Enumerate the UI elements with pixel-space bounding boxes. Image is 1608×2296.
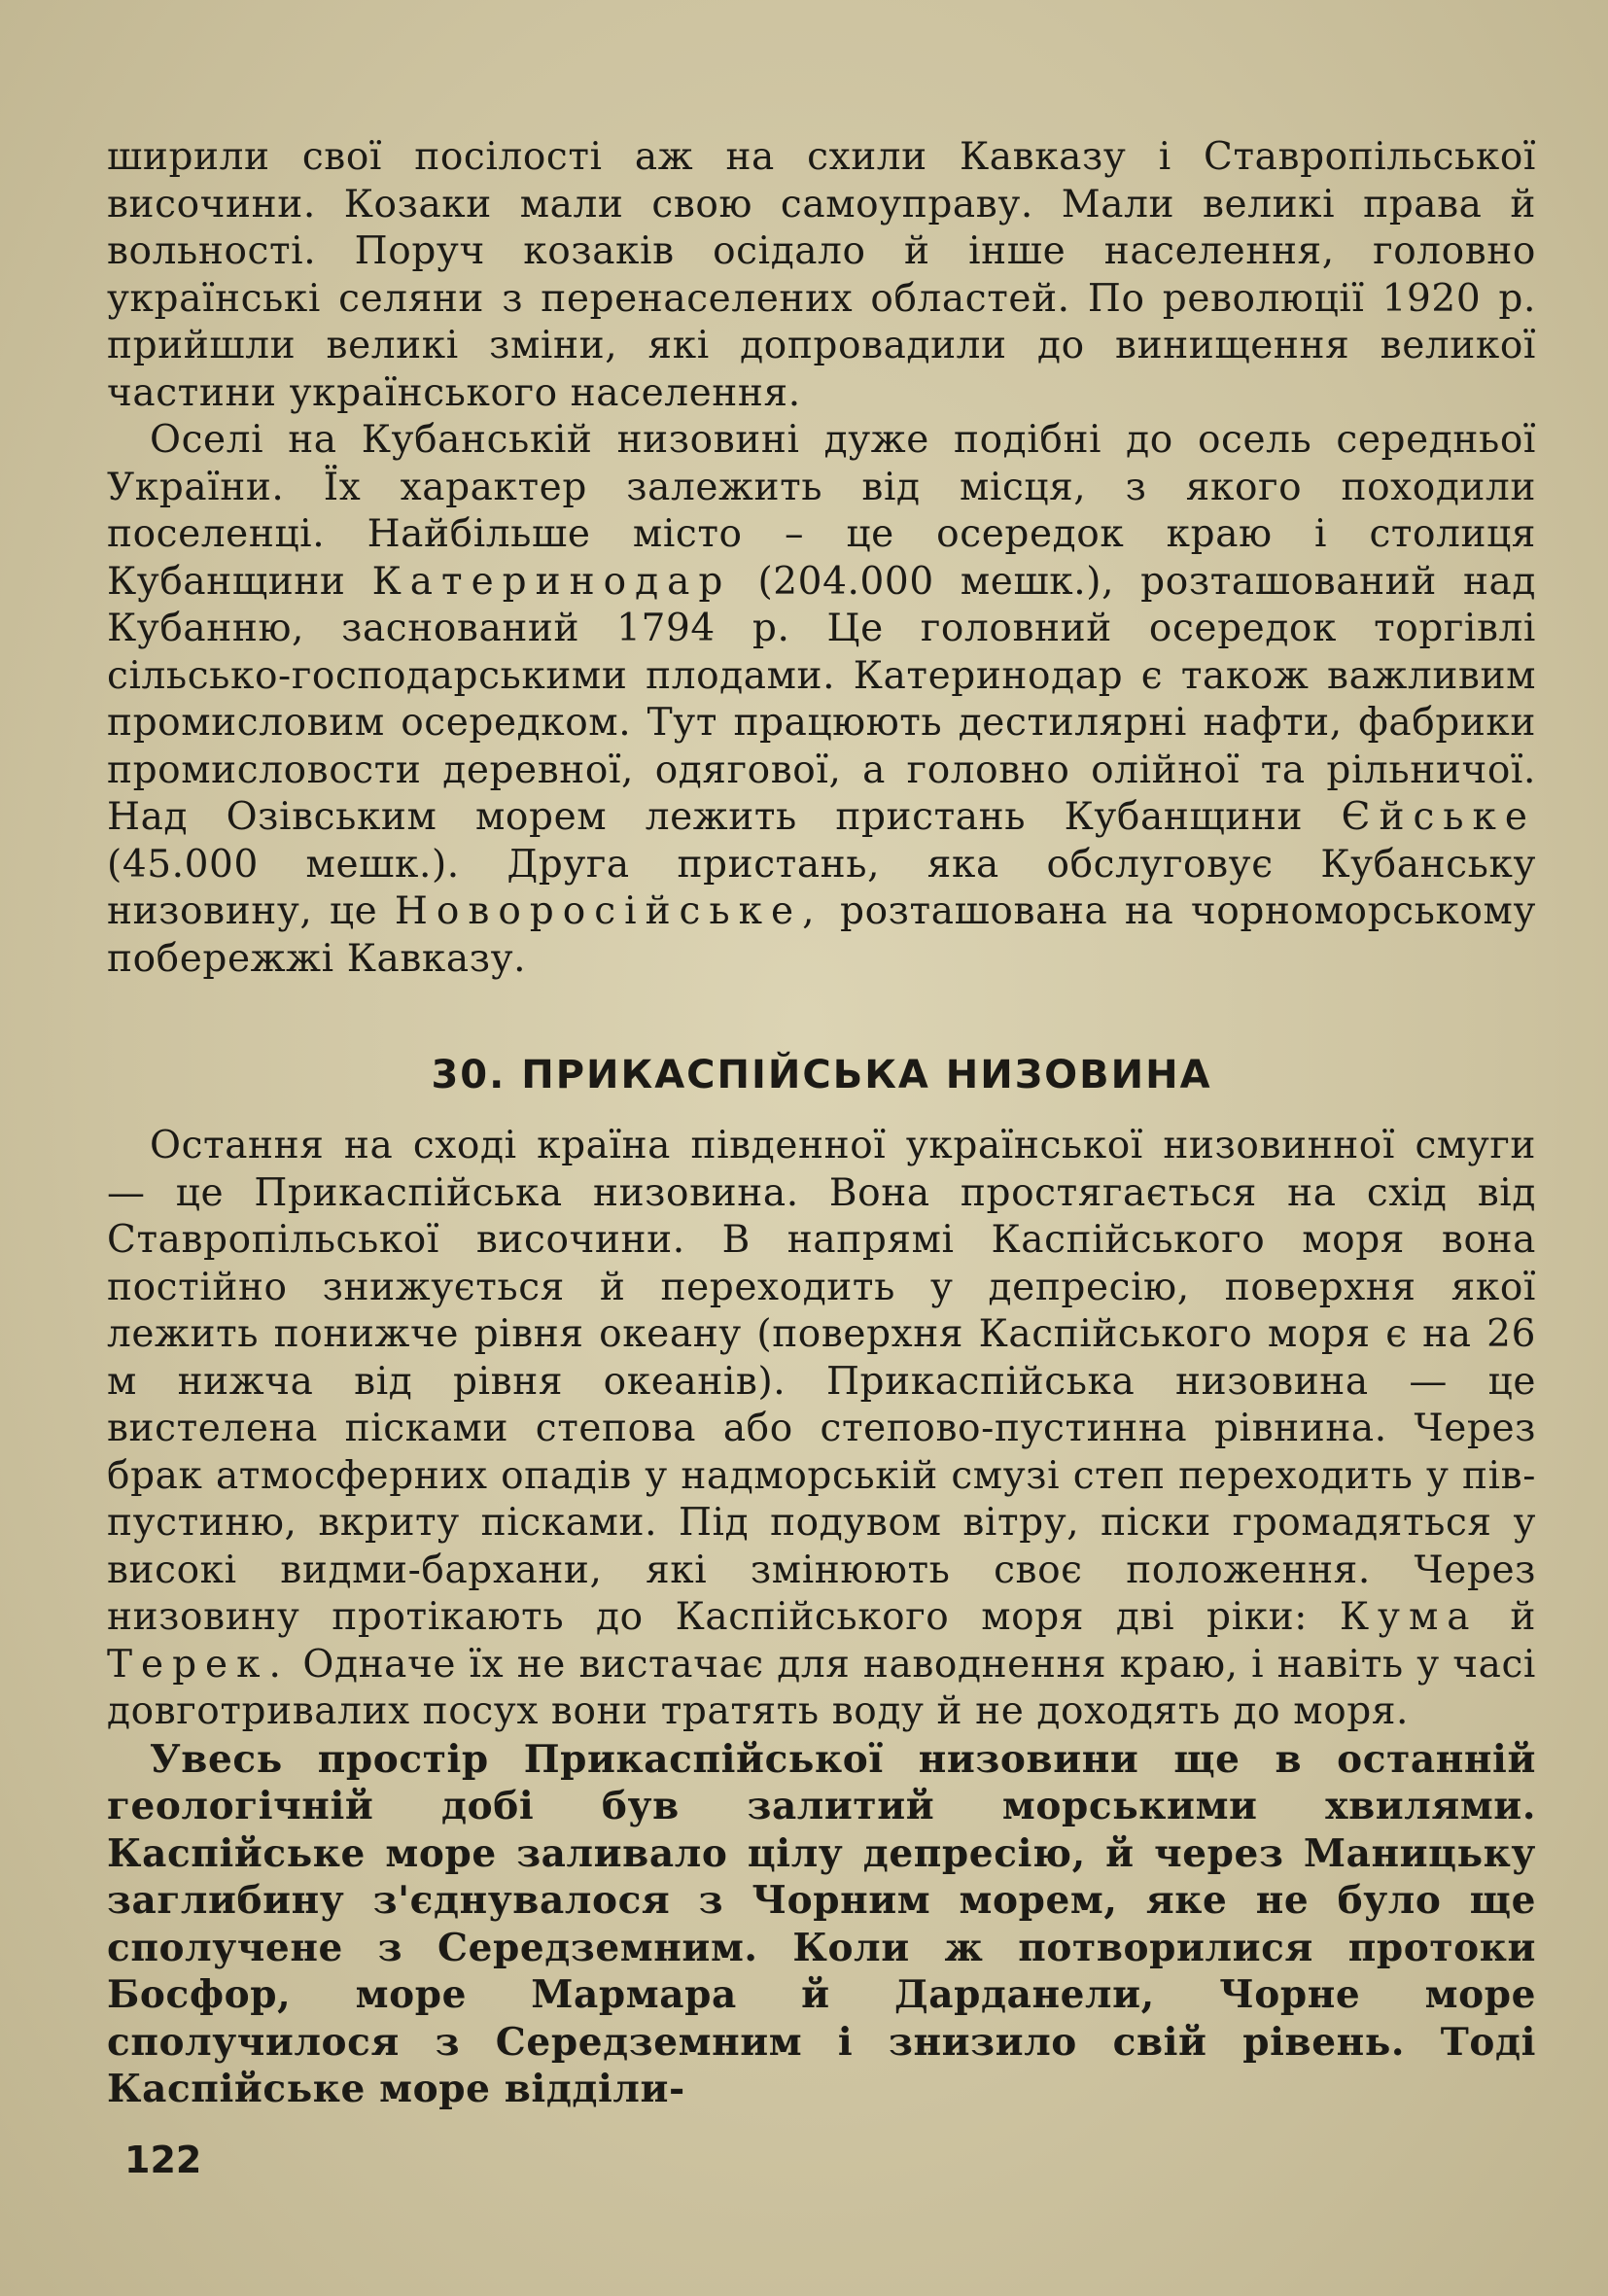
paragraph-2-text-c: (45.000 мешк.). Друга пристань, яка обслуговує Кубанську низовину, це <box>107 842 1536 933</box>
paragraph-3-text-a: Остання на сході країна південної української низовинної смуги — це Прикаспійська низовина. Вона простягається на схід від Ставропільської височини. В напрямі Каспійського моря вона постійно знижується й переходить у депресію, поверхня якої лежить понижче рівня океану (поверхня Каспійського моря є на 26 м нижча від рівня океанів). Прикаспійська низовина — це вистелена пісками степова або степово-пустинна рівнина. Через брак атмосферних опадів у надморській смузі степ переходить у пів-пустиню, вкриту пісками. Під подувом вітру, піски громадяться у високі видми-бархани, які змінюють своє положення. Через низовину протікають до Каспійського моря дві ріки: <box>107 1124 1536 1639</box>
paragraph-3 <box>107 1123 1536 1736</box>
paragraph-3-text-b: Одначе їх не вистачає для наводнення краю, і навіть у часі довготривалих посух вони тратять воду й не доходять до моря. <box>107 1642 1536 1733</box>
page-body <box>107 134 1536 2113</box>
paragraph-2-text-b: (204.000 мешк.), розташований над Кубанню, заснований 1794 р. Це головний осередок торгівлі сільсько-господарськими плодами. Катеринодар є також важливим промисловим осередком. Тут працюють дестилярні нафти, фабрики промисловости деревної, одягової, а головно олійної та рільничої. Над Озівським морем лежить пристань Кубанщини <box>107 559 1536 839</box>
paragraph-3-conjunction: й <box>1478 1595 1537 1639</box>
page-number: 122 <box>124 2139 202 2181</box>
paragraph-2-text-d: розташована на чорноморському побережжі Кавказу. <box>107 889 1536 981</box>
city-katerynodar: Катеринодар <box>371 559 732 604</box>
city-novorosiiske: Новоросійське, <box>394 889 823 933</box>
section-heading: 30. ПРИКАСПІЙСЬКА НИЗОВИНА <box>431 1053 1212 1097</box>
paragraph-1-text: ширили свої посілості аж на схили Кавказу і Ставропільської височини. Козаки мали свою самоуправу. Мали великі права й вольності. Поруч козаків осідало й інше населення, головно українські селяни з перенаселених областей. По революції 1920 р. прийшли великі зміни, які допровадили до винищення великої частини українського населення. <box>107 135 1536 415</box>
river-terek: Терек. <box>107 1642 290 1687</box>
river-kuma: Кума <box>1339 1595 1479 1639</box>
paragraph-1 <box>107 134 1536 417</box>
city-yeiske: Єйське <box>1341 795 1536 839</box>
paragraph-4-text: Увесь простір Прикаспійської низовини ще в останній геологічній добі був залитий морськими хвилями. Каспійське море заливало цілу депресію, й через Маницьку заглибину з'єднувалося з Чорним морем, яке не було ще сполучене з Середземним. Коли ж потворилися протоки Босфор, море Мармара й Дарданели, Чорне море сполучилося з Середземним і знизило свій рівень. Тоді Каспійське море відділи- <box>107 1736 1536 2111</box>
paragraph-4 <box>107 1736 1536 2113</box>
paragraph-2-text-a: Оселі на Кубанській низовині дуже подібні до осель середньої України. Їх характер залежить від місця, з якого походили поселенці. Найбільше місто – це осередок краю і столиця Кубанщини <box>107 418 1536 604</box>
paragraph-2 <box>107 417 1536 983</box>
